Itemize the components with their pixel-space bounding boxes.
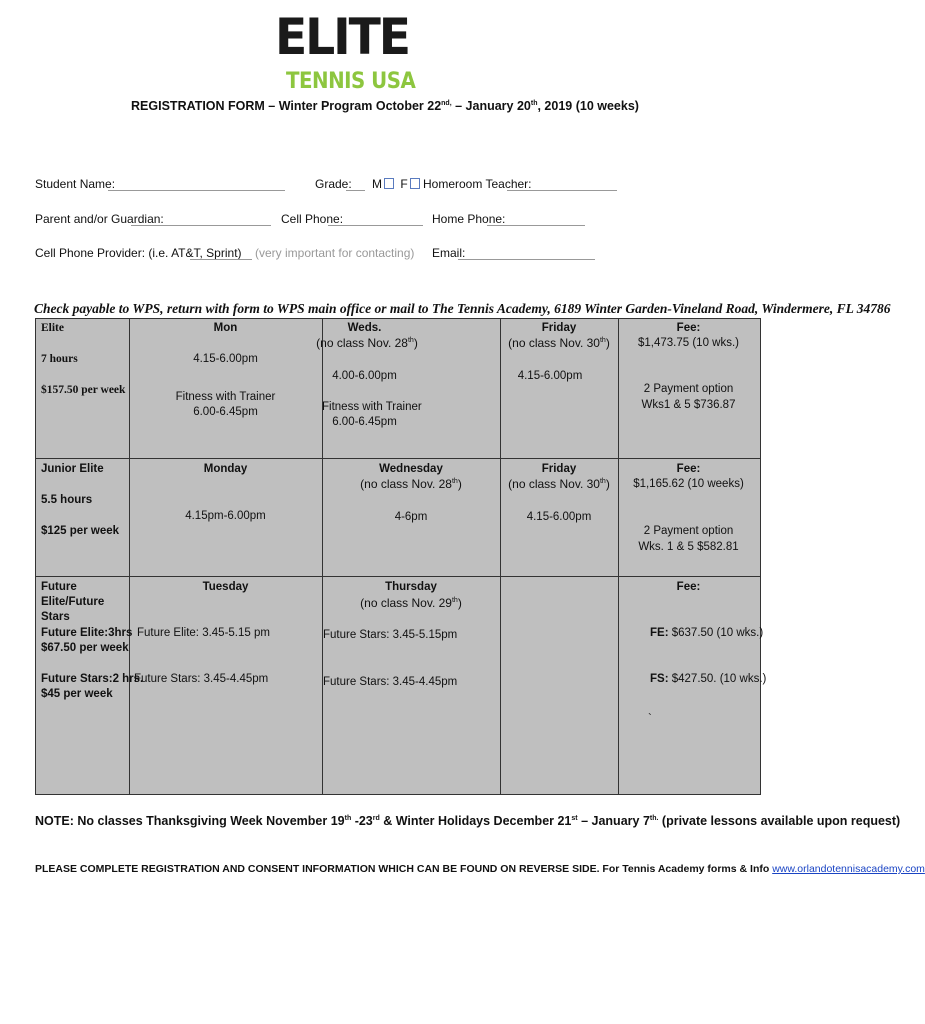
email-label: Email: — [432, 246, 466, 260]
student-name-label: Student Name: — [35, 177, 116, 191]
future-tick: ` — [648, 713, 652, 725]
future-day-tuesday: Tuesday — [202, 581, 249, 593]
grade-field[interactable] — [346, 190, 365, 191]
cell-phone-label: Cell Phone: — [281, 212, 344, 226]
grade-label: Grade: — [315, 177, 352, 191]
cell-phone-field[interactable] — [328, 225, 423, 226]
parent-field[interactable] — [131, 225, 271, 226]
elite-fee-label: Fee: — [676, 322, 701, 334]
junior-wednesday-note: (no class Nov. 28th) — [360, 477, 462, 491]
elite-mon-fitness: Fitness with Trainer — [175, 391, 276, 403]
elite-fee-amount: $1,473.75 (10 wks.) — [637, 337, 739, 349]
home-phone-label: Home Phone: — [432, 212, 506, 226]
junior-friday-time: 4.15-6.00pm — [526, 511, 592, 523]
future-stars-price: $45 per week — [41, 688, 113, 700]
parent-label: Parent and/or Guardian: — [35, 212, 164, 226]
gender-selector: M F — [372, 177, 420, 191]
form-title: REGISTRATION FORM – Winter Program October $22^{nd,}$ – January 20th, 2019 (10 weeks) — [131, 99, 639, 113]
homeroom-label: Homeroom Teacher: — [423, 177, 532, 191]
future-fs-fee: FS: $427.50. (10 wks.) — [650, 673, 767, 685]
future-tuesday-fs: Future Stars: 3.45-4.45pm — [134, 673, 269, 685]
student-name-field[interactable] — [108, 190, 285, 191]
junior-hours: 5.5 hours — [41, 494, 93, 506]
male-checkbox[interactable] — [384, 178, 394, 189]
elite-weds-note: (no class Nov. 28th) — [316, 336, 418, 350]
home-phone-field[interactable] — [487, 225, 585, 226]
future-fe-fee: FE: $637.50 (10 wks.) — [650, 627, 764, 639]
junior-payment-option: 2 Payment option — [643, 525, 734, 537]
future-elite-price: $67.50 per week — [41, 642, 129, 654]
elite-friday-note: (no class Nov. 30th) — [508, 336, 610, 350]
future-fee-label: Fee: — [676, 581, 701, 593]
provider-field[interactable] — [190, 259, 252, 260]
junior-price: $125 per week — [41, 525, 120, 537]
logo — [275, 8, 409, 66]
homeroom-field[interactable] — [507, 190, 617, 191]
elite-mon-fitness-time: 6.00-6.45pm — [193, 406, 258, 418]
elite-friday-time: 4.15-6.00pm — [517, 370, 583, 382]
future-tuesday-fe: Future Elite: 3.45-5.15 pm — [137, 627, 270, 639]
payment-instructions: Check payable to WPS, return with form to WPS main office or mail to The Tennis Academy, 6189 Winter Garden-Vineland Road, Windermere, FL 34786 — [34, 301, 891, 316]
elite-payment-option: 2 Payment option — [643, 383, 734, 395]
elite-weds-fitness: Fitness with Trainer — [322, 401, 422, 413]
junior-name: Junior Elite — [41, 463, 104, 475]
holiday-note: NOTE: No classes Thanksgiving Week November 19th -23rd & Winter Holidays December 21st – January $7^{th.}$ (private lessons available upon request) — [35, 814, 901, 828]
junior-payment-detail: Wks. 1 & 5 $582.81 — [638, 541, 739, 553]
future-thursday-fs1: Future Stars: 3.45-5.15pm — [323, 629, 458, 641]
elite-day-weds: Weds. — [347, 322, 382, 334]
logo-tennis-usa-text: TENNIS USA — [286, 69, 416, 94]
future-elite-hours: Future Elite:3hrs — [41, 627, 133, 639]
elite-price: $157.50 per week — [41, 384, 126, 396]
elite-day-mon: Mon — [213, 322, 238, 334]
future-name: Future Elite/Future Stars — [41, 581, 105, 623]
elite-weds-time: 4.00-6.00pm — [332, 370, 397, 382]
junior-fee-amount: $1,165.62 (10 weeks) — [633, 478, 744, 490]
junior-friday-note: (no class Nov. 30th) — [508, 477, 610, 491]
elite-weds-fitness-time: 6.00-6.45pm — [332, 416, 397, 428]
junior-day-friday: Friday — [541, 463, 577, 475]
junior-day-monday: Monday — [203, 463, 248, 475]
elite-payment-detail: Wks1 & 5 $736.87 — [641, 399, 736, 411]
provider-label: Cell Phone Provider: (i.e. AT&T, Sprint) — [35, 246, 242, 260]
elite-hours: 7 hours — [41, 353, 78, 365]
future-thursday-note: (no class Nov. 29th) — [360, 596, 462, 610]
elite-day-friday: Friday — [541, 322, 577, 334]
academy-website-link[interactable]: www.orlandotennisacademy.com — [772, 863, 925, 875]
junior-wednesday-time: 4-6pm — [394, 511, 428, 523]
elite-mon-time: 4.15-6.00pm — [193, 353, 258, 365]
elite-name: Elite — [41, 322, 64, 334]
future-day-thursday: Thursday — [385, 581, 437, 593]
junior-day-wednesday: Wednesday — [379, 463, 443, 475]
future-stars-hours: Future Stars:2 hrs. — [41, 673, 144, 685]
female-checkbox[interactable] — [410, 178, 420, 189]
completion-note: PLEASE COMPLETE REGISTRATION AND CONSENT INFORMATION WHICH CAN BE FOUND ON REVERSE SIDE. For Tennis Academy forms & Info www.orlandotennisacademy.com — [35, 863, 925, 875]
junior-fee-label: Fee: — [676, 463, 701, 475]
future-thursday-fs2: Future Stars: 3.45-4.45pm — [323, 676, 458, 688]
provider-note: (very important for contacting) — [255, 246, 415, 260]
junior-monday-time: 4.15pm-6.00pm — [185, 510, 266, 522]
email-field[interactable] — [458, 259, 595, 260]
logo-elite-text: ELITE — [275, 8, 409, 66]
